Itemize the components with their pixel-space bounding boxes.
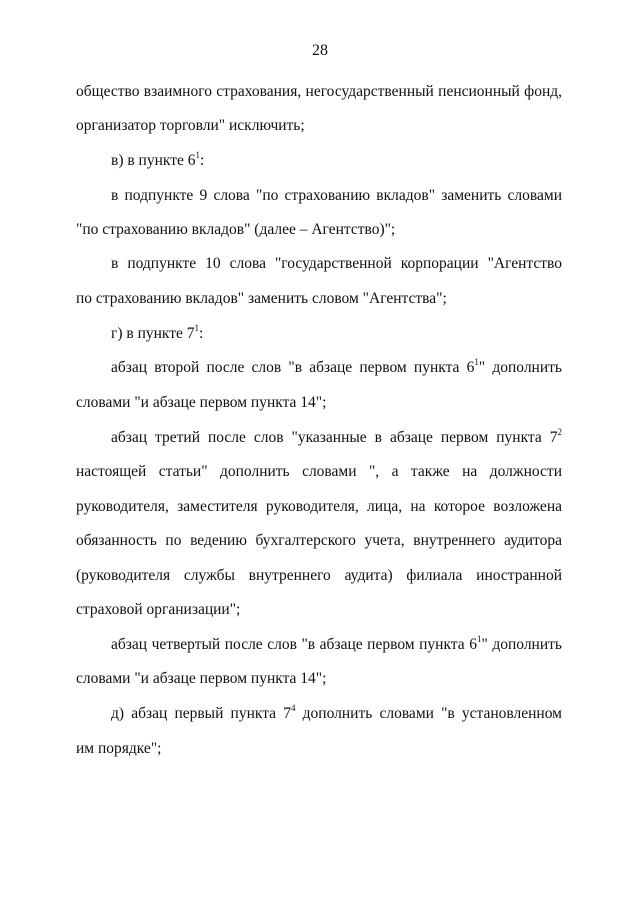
- text-fragment: дополнить словами "в установленном: [295, 705, 562, 722]
- text-line: обязанность по ведению бухгалтерского учета, внутреннего аудитора: [76, 532, 562, 549]
- text-fragment: в) в пункте 6: [111, 152, 196, 169]
- text-fragment: :: [200, 152, 205, 169]
- superscript: 1: [476, 634, 482, 644]
- text-line: [111, 324, 203, 344]
- page-number: 28: [312, 42, 328, 59]
- text-fragment: абзац второй после слов "в абзаце первом пункта 6: [111, 359, 475, 376]
- text-line: по страхованию вкладов" заменить словом "Агентства";: [76, 290, 447, 307]
- superscript: 2: [557, 427, 562, 437]
- text-line: "по страхованию вкладов" (далее – Агентство)";: [76, 221, 396, 238]
- text-line: общество взаимного страхования, негосударственный пенсионный фонд,: [76, 83, 562, 100]
- text-fragment: :: [199, 325, 204, 342]
- text-line: (руководителя службы внутреннего аудита) филиала иностранной: [76, 567, 562, 584]
- text-line: [111, 358, 562, 378]
- text-line: в подпункте 9 слова "по страхованию вкладов" заменить словами: [111, 187, 562, 204]
- text-fragment: д) абзац первый пункта 7: [111, 705, 291, 722]
- superscript: 1: [195, 150, 200, 160]
- text-line: в подпункте 10 слова "государственной корпорации "Агентство: [111, 255, 562, 272]
- text-fragment: " дополнить: [481, 636, 562, 653]
- text-line: им порядке";: [76, 740, 162, 757]
- text-line: словами "и абзаце первом пункта 14";: [76, 394, 327, 411]
- text-line: [111, 151, 204, 171]
- text-fragment: абзац четвертый после слов "в абзаце первом пункта 6: [111, 636, 477, 653]
- superscript: 1: [474, 357, 479, 367]
- text-line: организатор торговли" исключить;: [76, 117, 305, 134]
- text-line: [111, 635, 562, 655]
- text-line: словами "и абзаце первом пункта 14";: [76, 670, 327, 687]
- text-line: [111, 704, 562, 724]
- text-fragment: г) в пункте 7: [111, 325, 195, 342]
- text-line: настоящей статьи" дополнить словами ", а также на должности: [76, 463, 562, 480]
- superscript: 1: [194, 323, 200, 333]
- text-fragment: " дополнить: [478, 359, 562, 376]
- text-line: страховой организации";: [76, 601, 241, 618]
- superscript: 4: [290, 703, 296, 713]
- text-line: [111, 428, 562, 448]
- text-line: руководителя, заместителя руководителя, лица, на которое возложена: [76, 498, 562, 515]
- text-fragment: абзац третий после слов "указанные в абзаце первом пункта 7: [111, 429, 558, 446]
